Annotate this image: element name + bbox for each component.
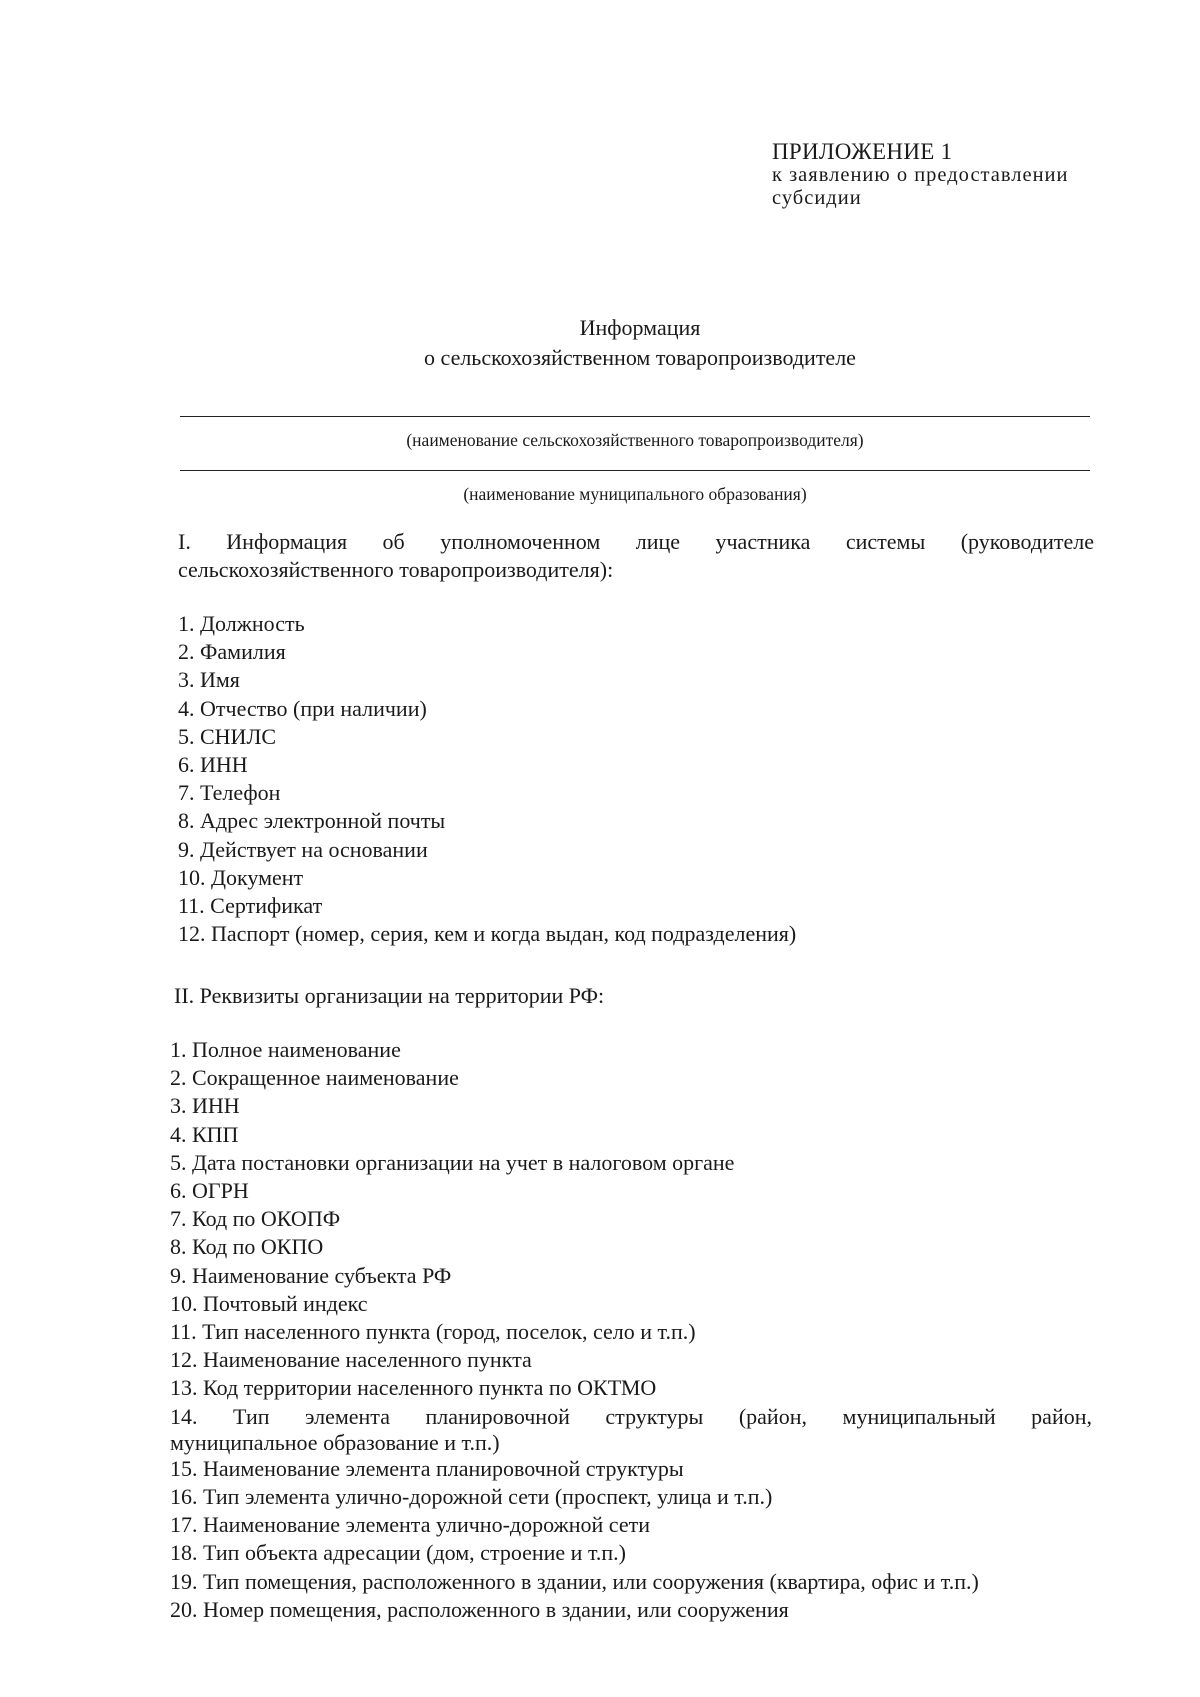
list-item: 19. Тип помещения, расположенного в здании, или сооружения (квартира, офис и т.п.) <box>170 1568 979 1594</box>
list-item: 3. ИНН <box>170 1093 240 1119</box>
section-1-list <box>178 610 1094 948</box>
list-item: 10. Почтовый индекс <box>170 1290 368 1316</box>
list-item: 7. Код по ОКОПФ <box>170 1206 341 1232</box>
list-item: 17. Наименование элемента улично-дорожной сети <box>170 1512 650 1538</box>
list-item: 6. ИНН <box>178 752 248 778</box>
appendix-block <box>772 140 1112 210</box>
list-item: 15. Наименование элемента планировочной структуры <box>170 1455 684 1481</box>
list-item: 18. Тип объекта адресации (дом, строение и т.п.) <box>170 1540 627 1566</box>
list-item: 5. СНИЛС <box>178 723 277 749</box>
list-item: 16. Тип элемента улично-дорожной сети (проспект, улица и т.п.) <box>170 1484 773 1510</box>
list-item: 11. Сертификат <box>178 893 323 919</box>
producer-name-caption: (наименование сельскохозяйственного товаропроизводителя) <box>406 430 864 450</box>
section-1-title-line-2: сельскохозяйственного товаропроизводителя): <box>178 557 614 582</box>
list-item: 9. Действует на основании <box>178 836 428 862</box>
list-item: 2. Сокращенное наименование <box>170 1065 459 1091</box>
list-item: 20. Номер помещения, расположенного в здании, или сооружения <box>170 1596 789 1622</box>
section-1-title <box>178 528 1094 584</box>
municipality-name-line <box>180 470 1090 471</box>
list-item: 7. Телефон <box>178 780 281 806</box>
list-item: 10. Документ <box>178 864 304 890</box>
heading-line-2: о сельскохозяйственном товаропроизводителе <box>424 345 856 370</box>
appendix-line-2: субсидии <box>772 187 862 209</box>
list-item: 12. Наименование населенного пункта <box>170 1347 532 1373</box>
list-item: 8. Код по ОКПО <box>170 1234 324 1260</box>
appendix-title: ПРИЛОЖЕНИЕ 1 <box>772 139 953 164</box>
section-2-title-text: II. Реквизиты организации на территории РФ: <box>174 983 605 1008</box>
list-item: 5. Дата постановки организации на учет в налоговом органе <box>170 1149 735 1175</box>
document-heading <box>300 313 980 373</box>
producer-name-line <box>180 416 1090 417</box>
list-item: 14. Тип элемента планировочной структуры (район, муниципальный район, <box>170 1403 1092 1429</box>
list-item: 2. Фамилия <box>178 639 286 665</box>
list-item: 13. Код территории населенного пункта по ОКТМО <box>170 1375 657 1401</box>
section-2-title <box>174 982 1090 1010</box>
list-item: 6. ОГРН <box>170 1178 249 1204</box>
list-item: 4. Отчество (при наличии) <box>178 695 427 721</box>
list-item: 8. Адрес электронной почты <box>178 808 446 834</box>
heading-line-1: Информация <box>579 315 701 340</box>
list-item: 9. Наименование субъекта РФ <box>170 1262 452 1288</box>
list-item: 11. Тип населенного пункта (город, поселок, село и т.п.) <box>170 1319 696 1345</box>
section-1-title-line-1: I. Информация об уполномоченном лице участника системы (руководителе <box>178 529 1094 554</box>
list-item: 1. Должность <box>178 611 305 636</box>
list-item: 3. Имя <box>178 667 240 693</box>
list-item: 1. Полное наименование <box>170 1037 401 1062</box>
list-item-continuation: муниципальное образование и т.п.) <box>170 1429 500 1455</box>
appendix-line-1: к заявлению о предоставлении <box>772 164 1069 186</box>
municipality-name-caption: (наименование муниципального образования) <box>463 484 807 504</box>
list-item: 4. КПП <box>170 1121 239 1147</box>
section-2-list <box>170 1036 1092 1624</box>
list-item: 12. Паспорт (номер, серия, кем и когда выдан, код подразделения) <box>178 921 797 947</box>
